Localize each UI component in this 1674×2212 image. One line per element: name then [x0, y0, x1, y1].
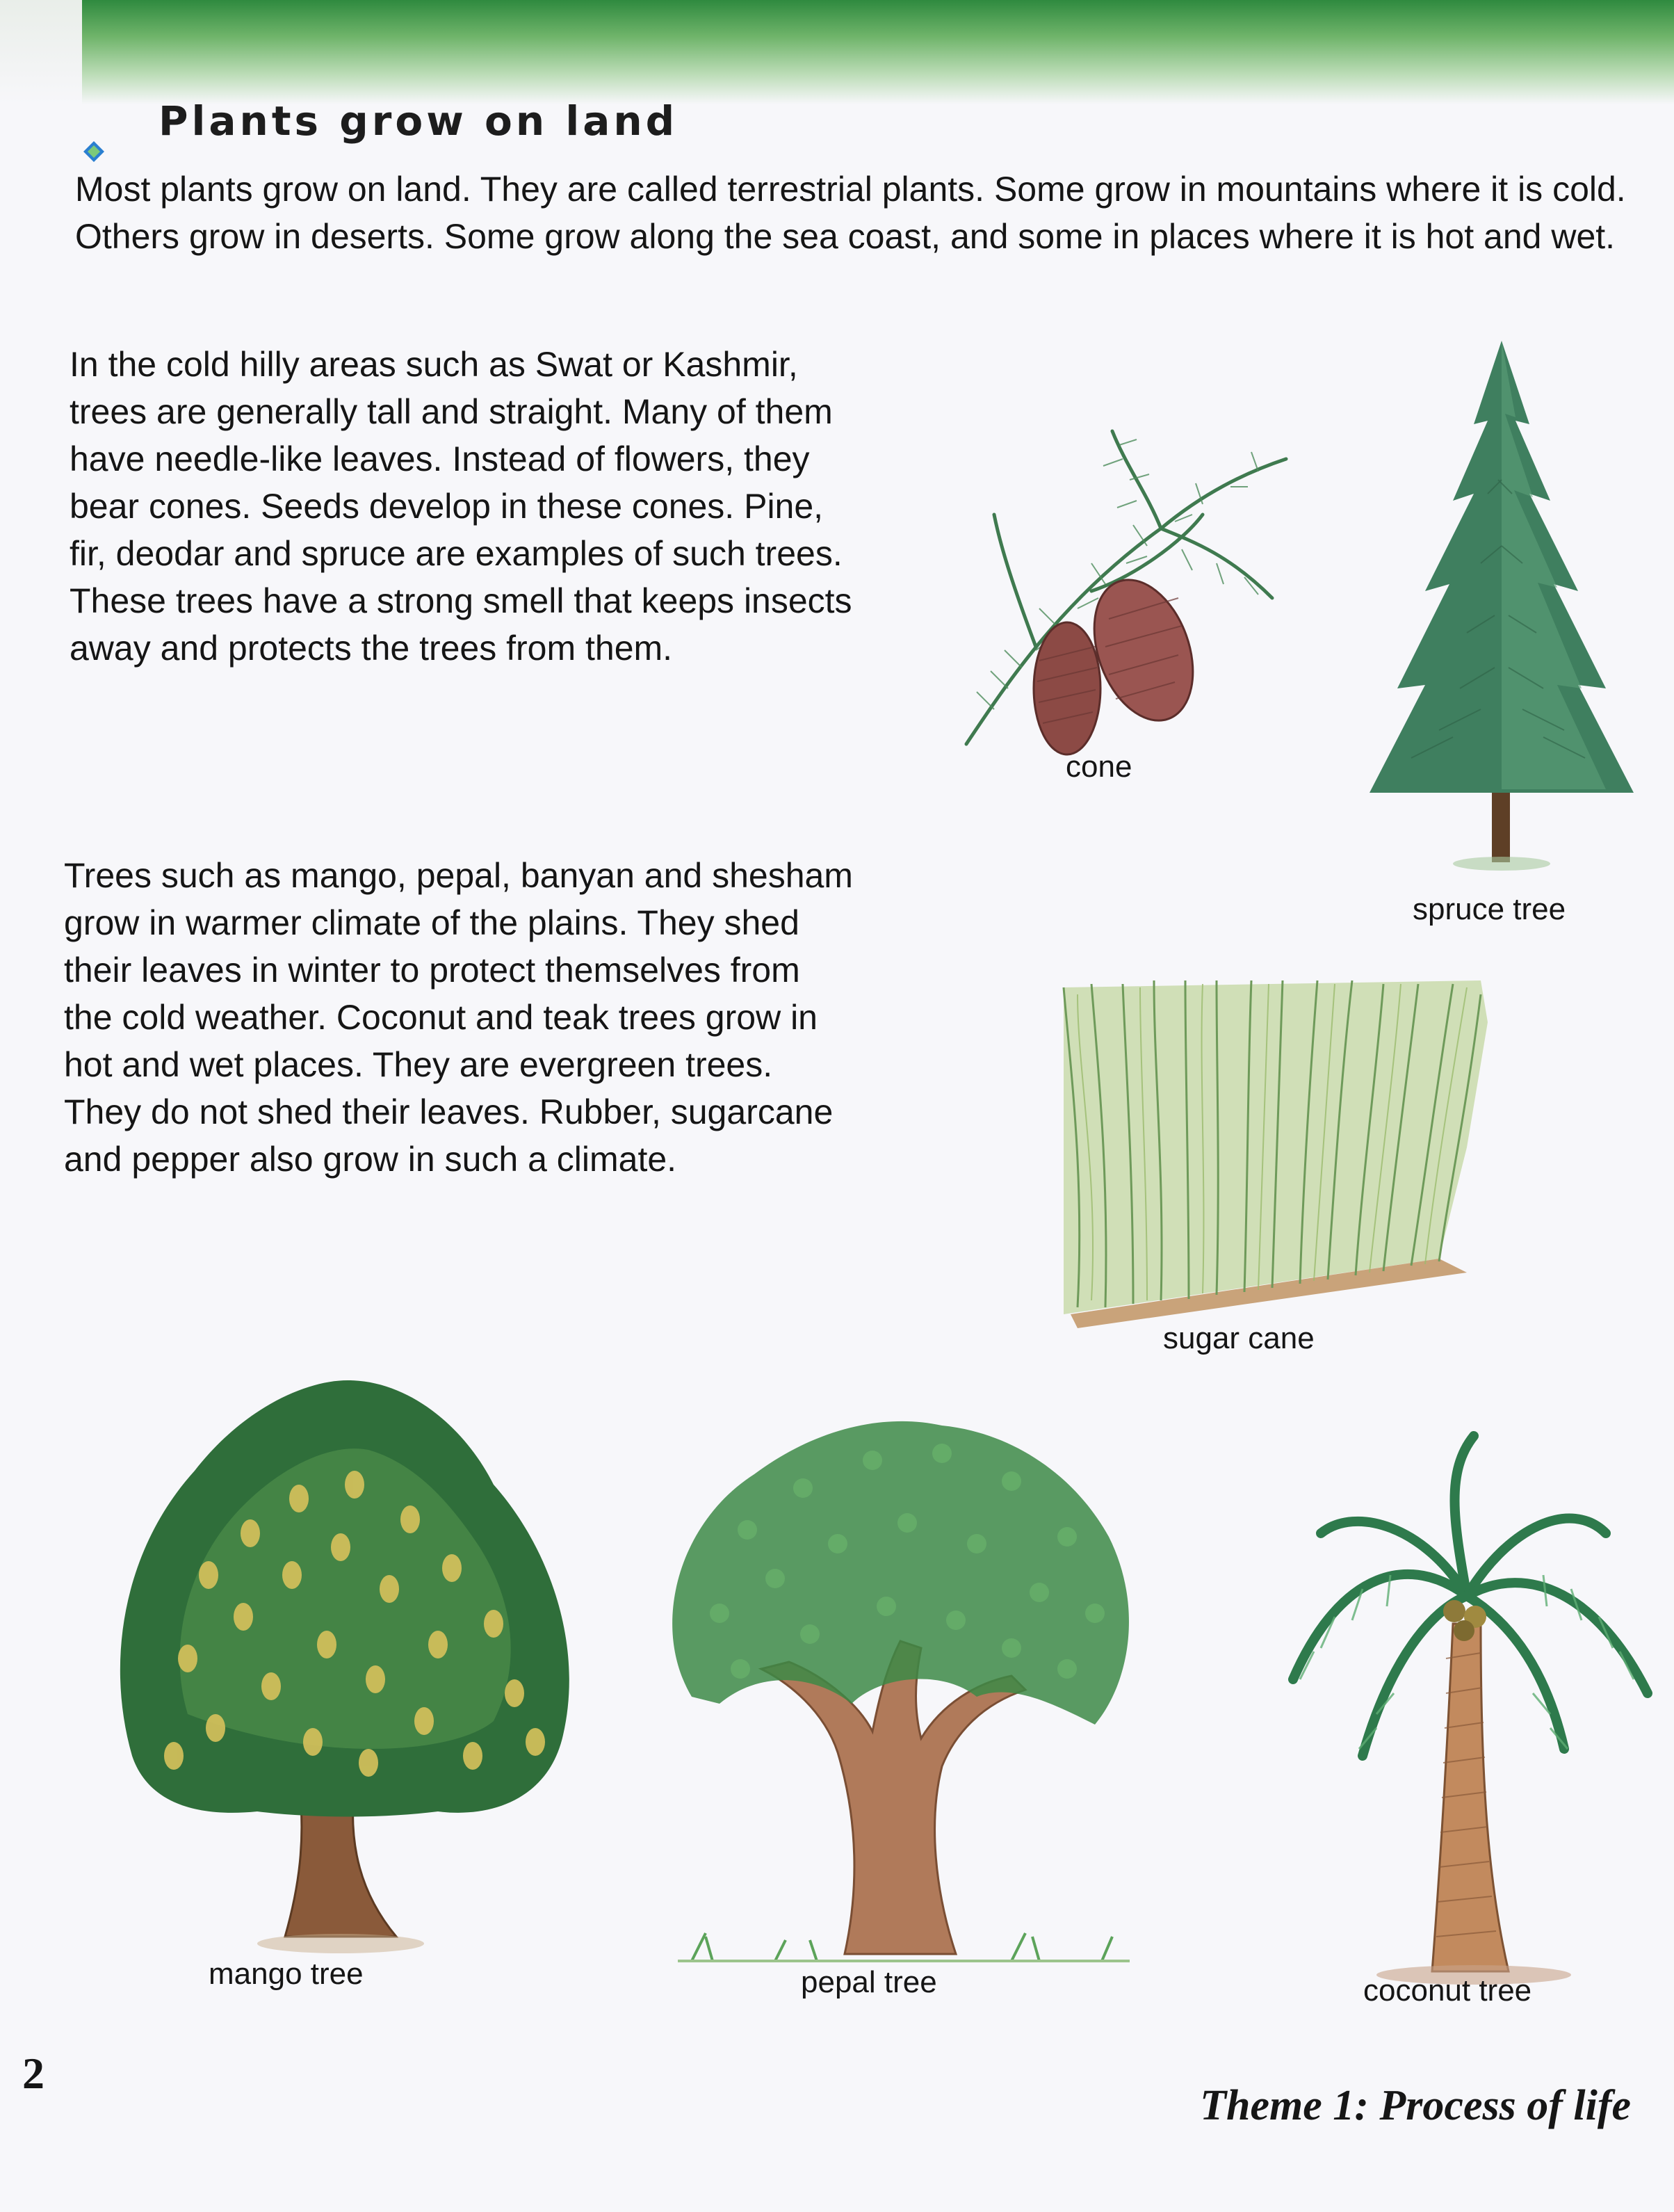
paragraph-cold-areas: In the cold hilly areas such as Swat or Kashmir, trees are generally tall and straight. Many of them have needle-like leaves. Instead of flowers, they bear cones. Seeds develop in these cones. Pine, fir, deodar and spruce are examples of such trees. These trees have a strong smell that keeps insects away and protects the trees from them. [70, 345, 852, 668]
cone-illustration [952, 417, 1300, 751]
paragraph-intro: Most plants grow on land. They are called terrestrial plants. Some grow in mountains where it is cold. Others grow in deserts. Some grow along the sea coast, and some in places where it is hot and wet. [75, 170, 1626, 256]
caption-coconut: coconut tree [1363, 1973, 1532, 2008]
caption-mango: mango tree [209, 1957, 364, 1991]
header-left-strip [0, 0, 82, 104]
coconut-tree-illustration [1272, 1429, 1661, 1985]
mango-tree-illustration [104, 1366, 591, 1978]
theme-footer: Theme 1: Process of life [1200, 2082, 1631, 2129]
section-heading: Plants grow on land [159, 97, 678, 145]
page-number: 2 [22, 2049, 44, 2098]
pepal-tree-illustration [650, 1405, 1151, 1975]
sugarcane-illustration [1050, 967, 1495, 1328]
caption-pepal: pepal tree [801, 1965, 937, 1999]
diamond-bullet-icon [83, 141, 104, 162]
caption-spruce: spruce tree [1413, 892, 1566, 926]
spruce-tree-illustration [1356, 341, 1648, 883]
header-band [0, 0, 1674, 104]
paragraph-warm-areas: Trees such as mango, pepal, banyan and shesham grow in warmer climate of the plains. They shed their leaves in winter to protect themselves from the cold weather. Coconut and teak trees grow in hot and wet places. They are evergreen trees. They do not shed their leaves. Rubber, sugarcane and pepper also grow in such a climate. [64, 856, 853, 1179]
caption-cone: cone [1066, 750, 1132, 784]
caption-sugarcane: sugar cane [1163, 1321, 1315, 1355]
